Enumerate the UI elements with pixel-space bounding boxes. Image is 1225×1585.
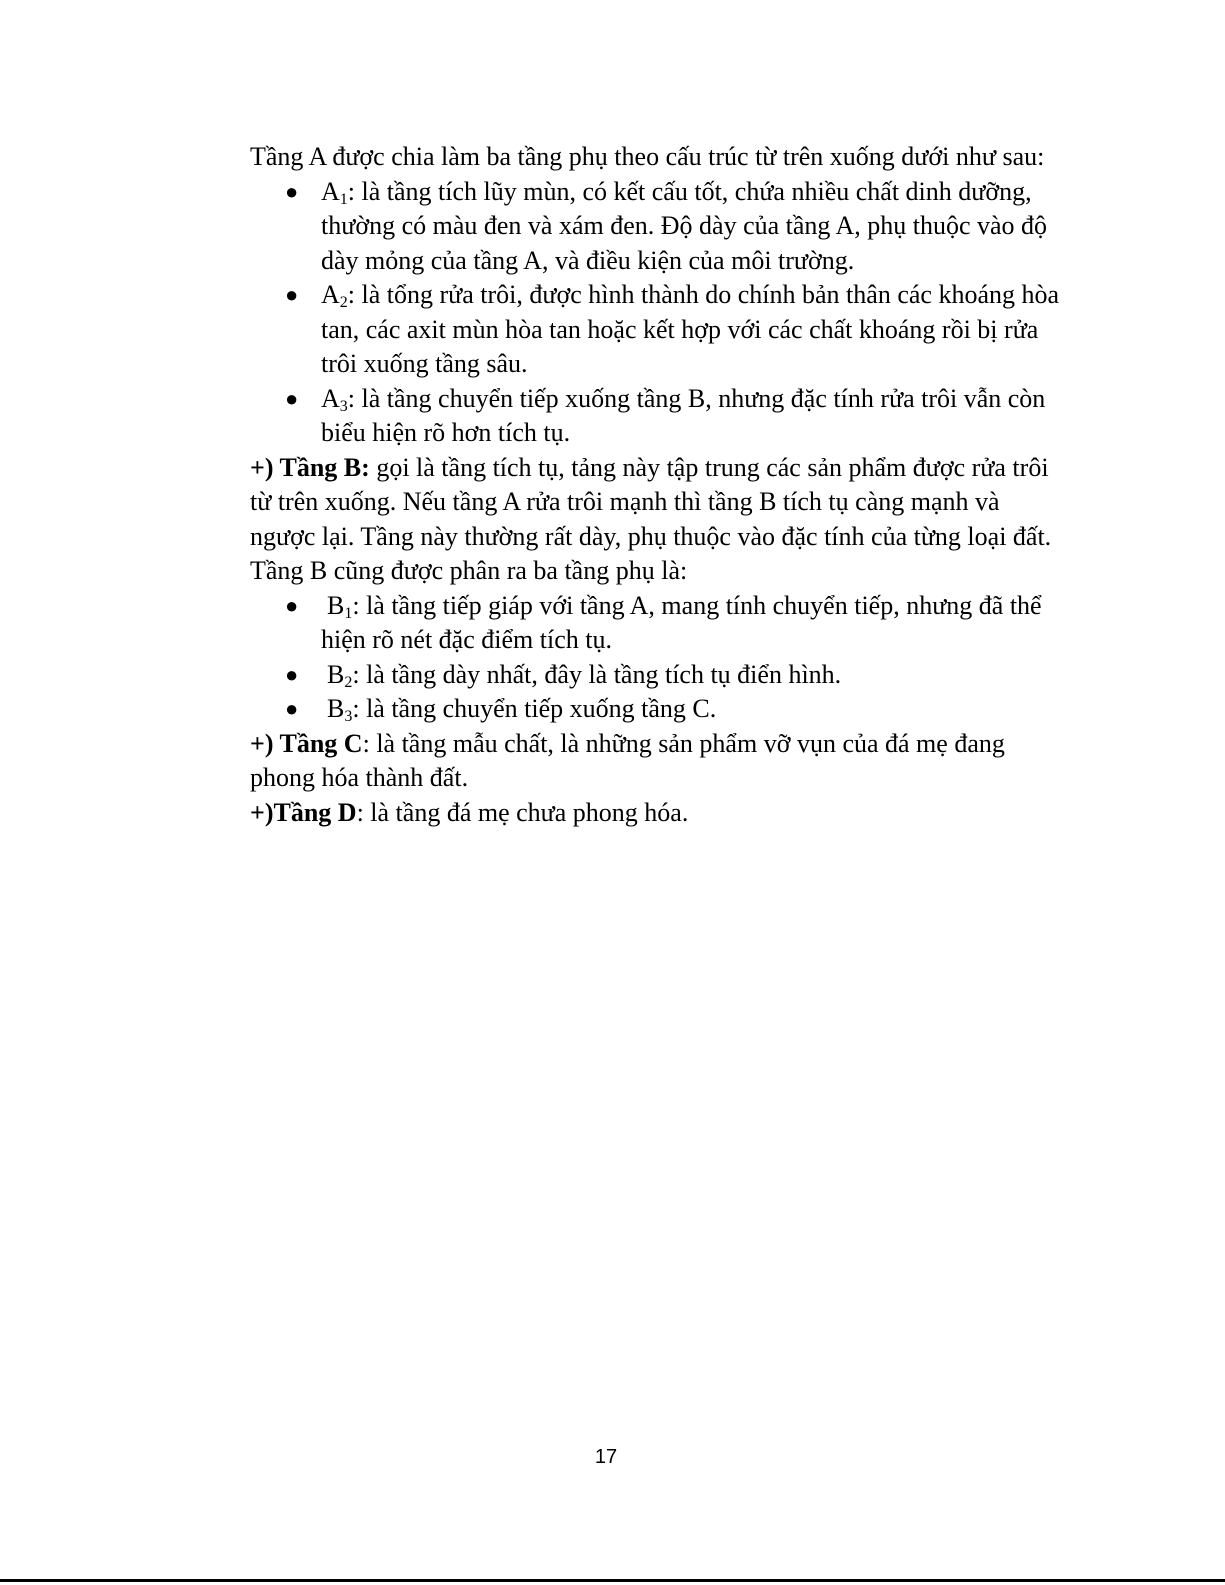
layer-c-label: +) Tầng C: [250, 728, 363, 758]
layer-c-paragraph: [250, 727, 1070, 796]
list-item-a2: [250, 278, 1070, 382]
sublayer-subscript: 1: [344, 604, 353, 622]
layer-d-paragraph: [250, 796, 1070, 831]
layer-b-text: gọi là tầng tích tụ, tảng này tập trung các sản phẩm được rửa trôi từ trên xuống. Nếu tầng A rửa trôi mạnh thì tầng B tích tụ càng mạnh và ngược lại. Tầng này thường rất dày, phụ thuộc vào đặc tính của từng loại đất. Tầng B cũng được phân ra ba tầng phụ là:: [250, 452, 1052, 585]
bullet-icon: ●: [285, 178, 299, 204]
sublayer-text: : là tổng rửa trôi, được hình thành do chính bản thân các khoáng hòa tan, các axit mùn hòa tan hoặc kết hợp với các chất khoáng rồi bị rửa trôi xuống tầng sâu.: [321, 280, 1060, 378]
sublayer-text: : là tầng tiếp giáp với tầng A, mang tính chuyển tiếp, nhưng đã thể hiện rõ nét đặc điểm tích tụ.: [321, 590, 1042, 654]
sublayer-letter: A: [321, 280, 340, 309]
list-item-b3: [250, 692, 1070, 727]
layer-a-sublayer-list: [250, 175, 1070, 451]
intro-paragraph: Tầng A được chia làm ba tầng phụ theo cấu trúc từ trên xuống dưới như sau:: [250, 142, 1045, 171]
sublayer-text: : là tầng chuyển tiếp xuống tầng C.: [352, 694, 717, 723]
layer-b-label: +) Tầng B:: [250, 452, 370, 482]
sublayer-letter: A: [321, 383, 340, 413]
list-item-a3: [250, 382, 1070, 451]
sublayer-letter: B: [327, 659, 345, 689]
list-item-a1: [250, 175, 1070, 279]
sublayer-text: : là tầng chuyển tiếp xuống tầng B, nhưng đặc tính rửa trôi vẫn còn biểu hiện rõ hơn tích tụ.: [321, 383, 1046, 447]
sublayer-letter: B: [327, 590, 345, 620]
bullet-icon: ●: [285, 661, 299, 687]
page-bottom-border: [0, 1579, 1225, 1582]
sublayer-letter: B: [327, 694, 345, 723]
sublayer-subscript: 3: [339, 397, 348, 415]
bullet-icon: ●: [285, 696, 299, 721]
layer-b-sublayer-list: [250, 589, 1070, 727]
bullet-icon: ●: [285, 592, 299, 618]
sublayer-subscript: 2: [344, 673, 353, 691]
layer-d-text: : là tầng đá mẹ chưa phong hóa.: [356, 797, 689, 827]
sublayer-text: : là tầng dày nhất, đây là tầng tích tụ điển hình.: [352, 659, 842, 689]
page-number: 17: [594, 1446, 618, 1468]
list-item-b1: [250, 589, 1070, 658]
sublayer-text: : là tầng tích lũy mùn, có kết cấu tốt, chứa nhiều chất dinh dưỡng, thường có màu đen và xám đen. Độ dày của tầng A, phụ thuộc vào độ dày mỏng của tầng A, và điều kiện của môi trường.: [321, 176, 1048, 275]
list-item-b2: [250, 658, 1070, 693]
sublayer-subscript: 3: [344, 708, 353, 725]
layer-b-paragraph: [250, 451, 1070, 589]
layer-c-text: : là tầng mẫu chất, là những sản phẩm vỡ vụn của đá mẹ đang phong hóa thành đất.: [250, 728, 1005, 792]
sublayer-subscript: 1: [339, 190, 348, 208]
bullet-icon: ●: [285, 282, 299, 307]
sublayer-subscript: 2: [339, 294, 348, 311]
layer-d-label: +)Tầng D: [250, 797, 357, 827]
document-body: [250, 140, 1070, 830]
sublayer-letter: A: [321, 176, 340, 206]
bullet-icon: ●: [285, 385, 299, 411]
